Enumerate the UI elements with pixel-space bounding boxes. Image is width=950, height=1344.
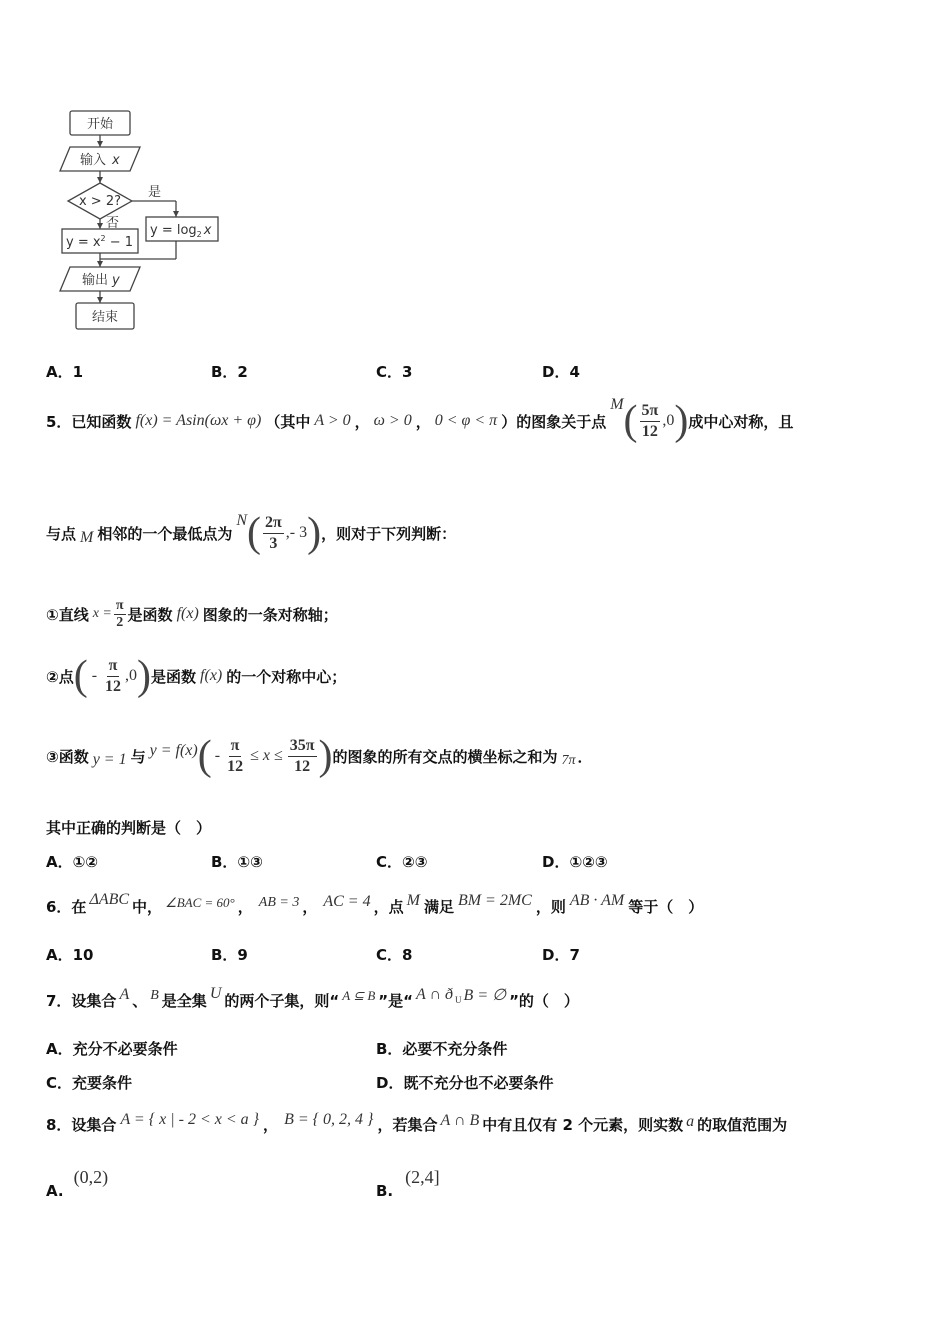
q4-option-c[interactable]: C．3 bbox=[376, 363, 413, 381]
flowchart-yes-formula: $y = \log_2 x$ bbox=[150, 223, 212, 239]
q5-sep-2: ， bbox=[415, 412, 431, 431]
q5-cond-post: ）的图象关于点 bbox=[501, 412, 607, 431]
q6-bm: BM = 2MC bbox=[457, 892, 532, 909]
q8-stem bbox=[46, 1104, 787, 1144]
q8-t2: ，若集合 bbox=[377, 1115, 438, 1134]
q5-lead: 5．已知函数 bbox=[46, 412, 132, 431]
q6-t7: 等于（ ） bbox=[628, 897, 704, 916]
q5-n-tail: ,- 3 bbox=[285, 524, 308, 541]
q6-t1: 中， bbox=[132, 897, 163, 916]
q5-j1-f: f(x) bbox=[176, 605, 199, 622]
flowchart-no-formula: $y = x^2 - 1$ bbox=[66, 234, 134, 250]
q5-j3-val: 7π bbox=[561, 753, 576, 768]
q5-j3-le: ≤ x ≤ bbox=[250, 747, 283, 764]
q5-j1-x: x = bbox=[92, 606, 112, 621]
q5-sep-1: ， bbox=[354, 412, 370, 431]
q4-option-a[interactable]: A．1 bbox=[46, 363, 84, 381]
q5-m-fraction: $\frac{5\pi}{12}$ bbox=[641, 401, 659, 440]
q6-m: M bbox=[406, 892, 420, 909]
q5-j2-f: f(x) bbox=[200, 667, 223, 684]
q5-option-a[interactable]: A．①② bbox=[46, 853, 99, 871]
q7-option-b[interactable]: B．必要不充分条件 bbox=[376, 1040, 508, 1058]
q5-j3-fraction-a: $\frac{\pi}{12}$ bbox=[227, 736, 244, 775]
q7-a: A bbox=[119, 986, 130, 1003]
q7-t5: ”的（ ） bbox=[509, 991, 579, 1010]
q5-j1-fraction: $\frac{\pi}{2}$ bbox=[115, 597, 124, 630]
q6-ab: AB = 3 bbox=[258, 895, 300, 910]
q8-t3: 中有且仅有 2 个元素，则实数 bbox=[482, 1115, 684, 1134]
flowchart-condition-text: x > 2? bbox=[78, 194, 122, 209]
q5-j2-tail0: ,0 bbox=[125, 667, 138, 684]
q6-t3: ， bbox=[302, 897, 318, 916]
q8-option-b-value: (2,4] bbox=[405, 1167, 440, 1187]
q8-option-b[interactable] bbox=[376, 1164, 440, 1200]
q5-function: f(x) = Asin(ωx + φ) bbox=[135, 412, 262, 429]
flowchart-end-text: 结束 bbox=[91, 310, 119, 325]
q5-j3-mid: 的图象的所有交点的横坐标之和为 bbox=[332, 747, 558, 766]
q5-line2-pre: 与点 bbox=[46, 524, 77, 543]
flowchart bbox=[50, 105, 240, 337]
q5-n-fraction: $\frac{2\pi}{3}$ bbox=[265, 513, 282, 552]
q7-t4: ”是“ bbox=[378, 991, 413, 1010]
q7-intersection-sub: U bbox=[455, 995, 462, 1005]
flowchart-yes-label: 是 bbox=[148, 185, 162, 200]
flowchart-no-label: 否 bbox=[106, 216, 120, 231]
q7-subset: A ⊆ B bbox=[342, 988, 376, 1003]
q7-u: U bbox=[209, 985, 222, 1002]
q5-line2-tail: ，则对于下列判断： bbox=[321, 524, 457, 543]
q6-dot-product: AB · AM bbox=[569, 892, 625, 909]
q8-set-a: A = { x | - 2 < x < a } bbox=[120, 1111, 260, 1128]
flowchart-start-text: 开始 bbox=[86, 117, 114, 132]
q5-j2-rparen: ) bbox=[137, 653, 152, 699]
q5-j2-pre: ②点 bbox=[46, 667, 74, 686]
q7-option-c[interactable]: C．充要条件 bbox=[46, 1074, 133, 1092]
q5-j3-y: y = 1 bbox=[92, 751, 127, 768]
q6-option-d[interactable]: D．7 bbox=[542, 946, 580, 964]
q5-j3-fraction-b: $\frac{35\pi}{12}$ bbox=[289, 736, 315, 775]
q5-point-n: N bbox=[236, 512, 248, 529]
q5-ask: 其中正确的判断是（ ） bbox=[46, 819, 212, 837]
q5-n-rparen: ) bbox=[307, 510, 322, 556]
q5-cond-a: A > 0 bbox=[314, 412, 351, 429]
q6-option-b[interactable]: B．9 bbox=[211, 946, 248, 964]
q6-triangle: ΔABC bbox=[89, 891, 130, 908]
q7-option-d[interactable]: D．既不充分也不必要条件 bbox=[376, 1074, 554, 1092]
q7-option-a[interactable]: A．充分不必要条件 bbox=[46, 1040, 178, 1058]
q5-j3-pre: ③函数 bbox=[46, 747, 89, 766]
q5-option-d[interactable]: D．①②③ bbox=[542, 853, 608, 871]
q5-j3-yf: y = f(x) bbox=[149, 742, 198, 759]
q7-t2: 是全集 bbox=[161, 991, 207, 1010]
q6-lead: 6．在 bbox=[46, 897, 87, 916]
q7-intersection: A ∩ ð bbox=[416, 986, 454, 1003]
q6-stem bbox=[46, 886, 703, 926]
q8-set-b: B = { 0, 2, 4 } bbox=[284, 1111, 374, 1128]
q5-j2-mid: 是函数 bbox=[151, 667, 197, 686]
q8-option-a-value: (0,2) bbox=[73, 1167, 109, 1187]
q5-line2-mid: 相邻的一个最低点为 bbox=[97, 524, 233, 543]
q5-m-tail: ,0 bbox=[662, 412, 675, 429]
q5-point-m: M bbox=[610, 396, 624, 413]
q8-option-a-label: A. bbox=[46, 1182, 64, 1200]
q5-j3-neg: - bbox=[214, 747, 221, 764]
q6-option-c[interactable]: C．8 bbox=[376, 946, 413, 964]
q8-option-a[interactable] bbox=[46, 1164, 108, 1200]
q6-t2: ， bbox=[237, 897, 253, 916]
q5-n-lparen: ( bbox=[247, 510, 262, 556]
q5-j2-neg: - bbox=[91, 667, 98, 684]
q5-stem-line1 bbox=[46, 396, 793, 446]
q6-t4: ，点 bbox=[373, 897, 404, 916]
q8-lead: 8．设集合 bbox=[46, 1115, 117, 1134]
q5-cond-pre: （其中 bbox=[265, 412, 311, 431]
q7-t1: 、 bbox=[132, 991, 148, 1010]
q7-t3: 的两个子集，则“ bbox=[224, 991, 340, 1010]
q4-option-b[interactable]: B．2 bbox=[211, 363, 248, 381]
flowchart-input-text: 输入 bbox=[80, 153, 107, 168]
q8-t1: ， bbox=[263, 1115, 279, 1134]
q7-b: B bbox=[150, 988, 159, 1003]
q5-j1-pre: ①直线 bbox=[46, 605, 89, 624]
q7-intersection-tail: B = ∅ bbox=[463, 987, 507, 1004]
q6-ac: AC = 4 bbox=[323, 893, 371, 910]
q5-m-rparen: ) bbox=[674, 398, 689, 444]
q5-option-c[interactable]: C．②③ bbox=[376, 853, 428, 871]
q5-stem-line2 bbox=[46, 506, 456, 560]
q8-var: a bbox=[686, 1113, 695, 1130]
q6-t6: ，则 bbox=[535, 897, 566, 916]
flowchart-output-var: y bbox=[112, 273, 120, 288]
q5-line2-m: M bbox=[80, 529, 94, 546]
q5-tail1: 成中心对称，且 bbox=[688, 412, 794, 431]
q5-j3-with: 与 bbox=[130, 747, 146, 766]
q5-j1-tail: 图象的一条对称轴； bbox=[202, 605, 338, 624]
q8-t4: 的取值范围为 bbox=[697, 1115, 788, 1134]
flowchart-output-text: 输出 bbox=[82, 273, 109, 288]
q5-cond-phi: 0 < φ < π bbox=[434, 412, 498, 429]
q5-j3-lparen: ( bbox=[197, 733, 212, 779]
q5-j1-mid: 是函数 bbox=[127, 605, 173, 624]
q5-judgement-1 bbox=[46, 594, 338, 634]
q5-cond-omega: ω > 0 bbox=[373, 412, 412, 429]
q7-lead: 7．设集合 bbox=[46, 991, 117, 1010]
q5-j3-rparen: ) bbox=[318, 733, 333, 779]
q5-j2-fraction: $\frac{\pi}{12}$ bbox=[105, 656, 122, 695]
flowchart-input-var: x bbox=[112, 153, 120, 168]
q6-option-a[interactable]: A．10 bbox=[46, 946, 94, 964]
q6-t5: 满足 bbox=[423, 897, 454, 916]
q6-angle: ∠BAC = 60° bbox=[165, 895, 235, 910]
q8-intersection: A ∩ B bbox=[440, 1112, 480, 1129]
q7-stem bbox=[46, 982, 579, 1018]
q5-m-lparen: ( bbox=[623, 398, 638, 444]
q5-judgement-3 bbox=[46, 728, 593, 784]
q5-judgement-2 bbox=[46, 650, 346, 702]
q5-j3-dot: ． bbox=[577, 747, 593, 766]
q5-j2-tail: 的一个对称中心； bbox=[226, 667, 347, 686]
q5-j2-lparen: ( bbox=[73, 653, 88, 699]
q8-option-b-label: B. bbox=[376, 1182, 394, 1200]
q5-option-b[interactable]: B．①③ bbox=[211, 853, 263, 871]
q4-option-d[interactable]: D．4 bbox=[542, 363, 580, 381]
